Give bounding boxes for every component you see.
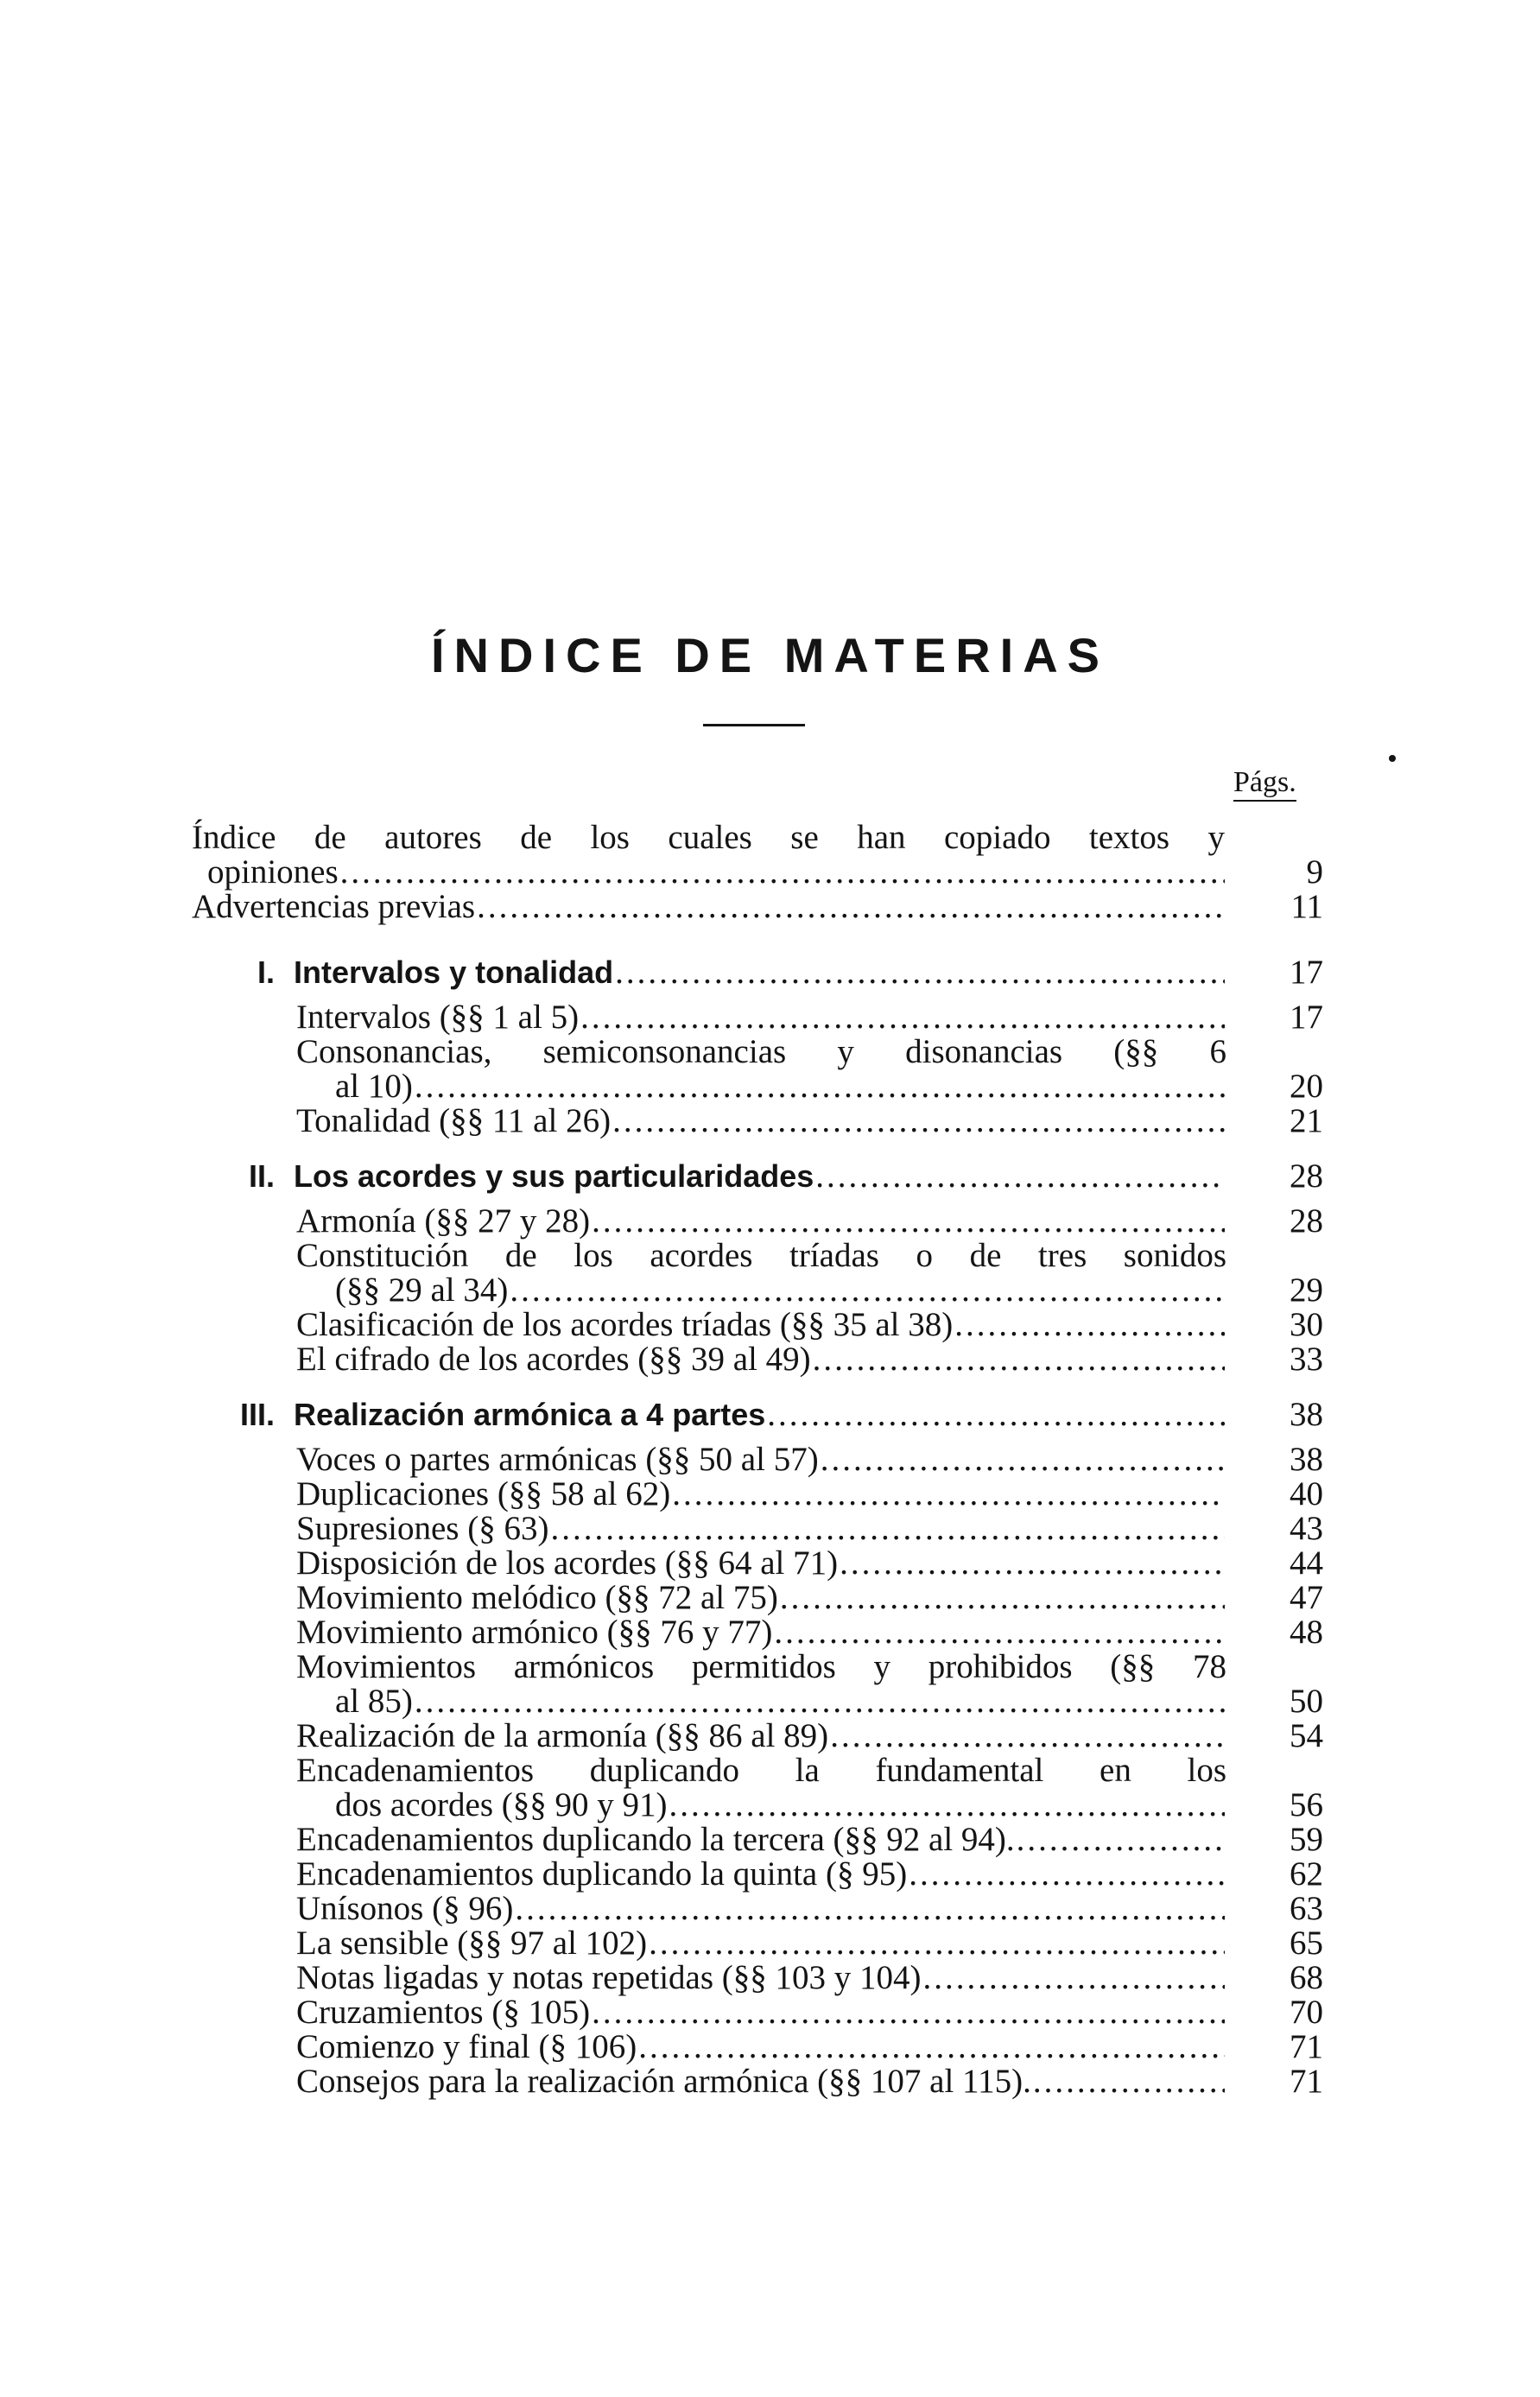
entry-text: Tonalidad (§§ 11 al 26) [296, 1102, 612, 1139]
page-number: 29 [1290, 1271, 1323, 1309]
entry-text: al 85) [335, 1683, 413, 1720]
dot-leader [415, 1684, 1225, 1719]
page-number: 28 [1290, 1202, 1323, 1240]
dot-leader [672, 1477, 1225, 1512]
toc-entry [294, 1396, 1323, 1433]
page-number: 48 [1290, 1614, 1323, 1651]
dot-leader [909, 1857, 1225, 1892]
dot-leader [477, 890, 1225, 924]
page-number: 59 [1290, 1821, 1323, 1858]
entry-text: Intervalos (§§ 1 al 5) [296, 999, 580, 1036]
section-title: Realización armónica a 4 partes [294, 1397, 766, 1432]
page-number: 17 [1290, 954, 1323, 991]
section-number: III. [239, 1397, 275, 1432]
toc-entry [296, 1959, 1323, 1996]
page-number: 56 [1290, 1786, 1323, 1823]
entry-text: Movimientos armónicos permitidos y prohibidos (§§ 78 [296, 1648, 1226, 1685]
entry-text: Unísonos (§ 96) [296, 1890, 514, 1927]
entry-text: Índice de autores de los cuales se han copiado textos y [192, 819, 1225, 856]
page-number: 21 [1290, 1102, 1323, 1139]
page-number: 38 [1290, 1396, 1323, 1433]
entry-text: Movimiento melódico (§§ 72 al 75) [296, 1579, 778, 1616]
entry-text: Disposición de los acordes (§§ 64 al 71) [296, 1544, 839, 1582]
dot-leader [649, 1926, 1225, 1961]
page-number: 20 [1290, 1068, 1323, 1105]
toc-entry [207, 853, 1323, 891]
entry-text: El cifrado de los acordes (§§ 39 al 49) [296, 1341, 811, 1378]
toc-entry [296, 1579, 1323, 1616]
page-number: 17 [1290, 999, 1323, 1036]
entry-text: Movimiento armónico (§§ 76 y 77) [296, 1614, 773, 1651]
page-number: 33 [1290, 1341, 1323, 1378]
toc-entry [296, 1475, 1323, 1512]
print-mark [1389, 755, 1396, 762]
page-number: 54 [1290, 1717, 1323, 1754]
dot-leader [592, 1995, 1225, 2030]
toc-entry [296, 1890, 1323, 1927]
entry-text: Advertencias previas [192, 888, 476, 925]
toc-entry [296, 1614, 1323, 1651]
dot-leader [515, 1892, 1225, 1926]
entry-text: La sensible (§§ 97 al 102) [296, 1925, 648, 1962]
page-number: 50 [1290, 1683, 1323, 1720]
entry-text: opiniones [207, 853, 339, 891]
dot-leader [830, 1719, 1225, 1753]
entry-text: Cruzamientos (§ 105) [296, 1994, 591, 2031]
entry-text: (§§ 29 al 34) [335, 1271, 509, 1309]
dot-leader [923, 1961, 1225, 1995]
toc-entry [296, 1341, 1323, 1378]
toc-entry [296, 1306, 1323, 1343]
page-number: 68 [1290, 1959, 1323, 1996]
dot-leader [815, 1159, 1225, 1194]
page-number: 40 [1290, 1475, 1323, 1512]
entry-text: Supresiones (§ 63) [296, 1510, 549, 1547]
toc-entry [296, 999, 1323, 1036]
dot-leader [510, 1273, 1225, 1308]
toc-entry [192, 888, 1323, 925]
page-number: 63 [1290, 1890, 1323, 1927]
entry-text: Notas ligadas y notas repetidas (§§ 103 y 104) [296, 1959, 922, 1996]
dot-leader [1017, 1823, 1225, 1857]
toc-entry [296, 1821, 1323, 1858]
toc-entry [296, 1441, 1323, 1478]
dot-leader [954, 1308, 1225, 1342]
toc-entry [296, 2063, 1323, 2100]
page-number: 65 [1290, 1925, 1323, 1962]
dot-leader [550, 1512, 1225, 1546]
entry-text: dos acordes (§§ 90 y 91) [335, 1786, 668, 1823]
toc-entry [296, 1102, 1323, 1139]
page-number: 62 [1290, 1855, 1323, 1893]
page-title: ÍNDICE DE MATERIAS [431, 628, 1109, 682]
page-number: 30 [1290, 1306, 1323, 1343]
entry-text: Duplicaciones (§§ 58 al 62) [296, 1475, 671, 1512]
toc-entry [294, 1157, 1323, 1195]
toc-entry [335, 1683, 1323, 1720]
dot-leader [592, 1204, 1225, 1239]
entry-text: Clasificación de los acordes tríadas (§§ 35 al 38) [296, 1306, 954, 1343]
entry-text: Consonancias, semiconsonancias y disonancias (§§ 6 [296, 1033, 1226, 1070]
entry-text: al 10) [335, 1068, 413, 1105]
dot-leader [340, 855, 1225, 890]
page-number: 44 [1290, 1544, 1323, 1582]
toc-entry [296, 1544, 1323, 1582]
dot-leader [1033, 2064, 1225, 2099]
dot-leader [780, 1581, 1225, 1615]
entry-text: Comienzo y final (§ 106) [296, 2028, 637, 2065]
toc-entry [296, 1717, 1323, 1754]
toc-entry [335, 1786, 1323, 1823]
dot-leader [612, 1104, 1225, 1138]
section-number: I. [257, 954, 275, 990]
dot-leader [415, 1069, 1225, 1104]
toc-entry [296, 1994, 1323, 2031]
dot-leader [813, 1342, 1225, 1377]
dot-leader [774, 1615, 1225, 1650]
entry-text: Consejos para la realización armónica (§§ 107 al 115). [296, 2063, 1031, 2100]
page-number: 47 [1290, 1579, 1323, 1616]
entry-text: Encadenamientos duplicando la quinta (§ 95) [296, 1855, 908, 1893]
dot-leader [580, 1000, 1225, 1035]
entry-text: Armonía (§§ 27 y 28) [296, 1202, 591, 1240]
page-number: 38 [1290, 1441, 1323, 1478]
page-number: 71 [1290, 2028, 1323, 2065]
toc-entry [296, 2028, 1323, 2065]
pages-column-header: Págs. [1233, 765, 1296, 802]
page-number: 70 [1290, 1994, 1323, 2031]
dot-leader [821, 1443, 1225, 1477]
entry-text: Realización de la armonía (§§ 86 al 89) [296, 1717, 829, 1754]
page-number: 43 [1290, 1510, 1323, 1547]
section-title: Intervalos y tonalidad [294, 954, 614, 990]
page-number: 11 [1290, 888, 1323, 925]
toc-entry [296, 1202, 1323, 1240]
dot-leader [615, 955, 1225, 990]
dot-leader [767, 1398, 1225, 1432]
entry-text: Voces o partes armónicas (§§ 50 al 57) [296, 1441, 819, 1478]
section-title: Los acordes y sus particularidades [294, 1158, 814, 1194]
entry-text: Constitución de los acordes tríadas o de tres sonidos [296, 1237, 1226, 1274]
toc-entry [296, 1855, 1323, 1893]
toc-entry [335, 1271, 1323, 1309]
toc-entry [296, 1510, 1323, 1547]
toc-entry [296, 1925, 1323, 1962]
title-rule [703, 724, 805, 726]
page-number: 9 [1306, 853, 1323, 891]
page-number: 71 [1290, 2063, 1323, 2100]
dot-leader [669, 1788, 1226, 1823]
section-number: II. [248, 1158, 275, 1194]
toc-entry [335, 1068, 1323, 1105]
dot-leader [638, 2030, 1225, 2064]
dot-leader [840, 1546, 1225, 1581]
page-number: 28 [1290, 1157, 1323, 1195]
entry-text: Encadenamientos duplicando la tercera (§§ 92 al 94). [296, 1821, 1015, 1858]
toc-entry [294, 954, 1323, 991]
entry-text: Encadenamientos duplicando la fundamental en los [296, 1752, 1226, 1789]
